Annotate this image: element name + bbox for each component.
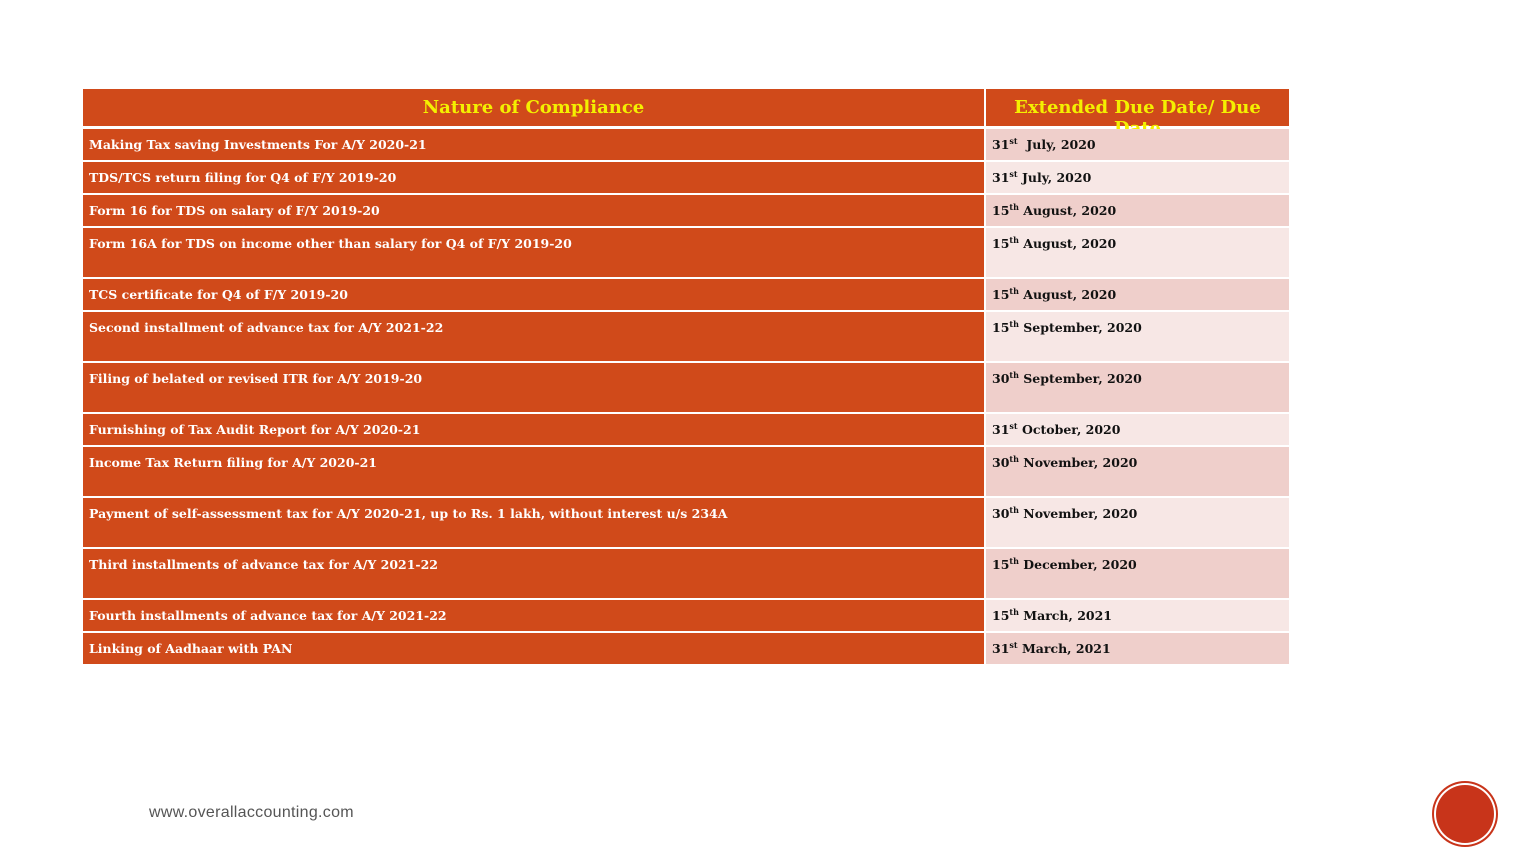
due-date-cell: 15th August, 2020 — [986, 195, 1289, 226]
compliance-cell: Filing of belated or revised ITR for A/Y 2019-20 — [83, 363, 986, 412]
due-date-cell: 31st July, 2020 — [986, 162, 1289, 193]
due-date-cell: 15th August, 2020 — [986, 228, 1289, 277]
header-due-date: Extended Due Date/ Due — [986, 89, 1289, 126]
table-row — [83, 279, 1289, 312]
compliance-cell: Linking of Aadhaar with PAN — [83, 633, 986, 664]
table-row — [83, 498, 1289, 549]
compliance-cell: Payment of self-assessment tax for A/Y 2020-21, up to Rs. 1 lakh, without interest u/s 234A — [83, 498, 986, 547]
compliance-table — [83, 89, 1289, 666]
due-date-cell: 30th November, 2020 — [986, 447, 1289, 496]
table-row — [83, 129, 1289, 162]
due-date-cell: 31st March, 2021 — [986, 633, 1289, 664]
table-row — [83, 549, 1289, 600]
table-row — [83, 162, 1289, 195]
slide-badge-icon — [1436, 785, 1494, 843]
due-date-cell: 15th August, 2020 — [986, 279, 1289, 310]
compliance-cell: Making Tax saving Investments For A/Y 2020-21 — [83, 129, 986, 160]
table-row — [83, 447, 1289, 498]
compliance-cell: Furnishing of Tax Audit Report for A/Y 2020-21 — [83, 414, 986, 445]
compliance-cell: Form 16 for TDS on salary of F/Y 2019-20 — [83, 195, 986, 226]
compliance-cell: Form 16A for TDS on income other than salary for Q4 of F/Y 2019-20 — [83, 228, 986, 277]
table-row — [83, 600, 1289, 633]
due-date-cell: 30th September, 2020 — [986, 363, 1289, 412]
compliance-cell: Second installment of advance tax for A/Y 2021-22 — [83, 312, 986, 361]
due-date-cell: 15th March, 2021 — [986, 600, 1289, 631]
due-date-cell: 31st July, 2020 — [986, 129, 1289, 160]
compliance-cell: TDS/TCS return filing for Q4 of F/Y 2019-20 — [83, 162, 986, 193]
due-date-cell: 30th November, 2020 — [986, 498, 1289, 547]
due-date-cell: 31st October, 2020 — [986, 414, 1289, 445]
due-date-cell: 15th December, 2020 — [986, 549, 1289, 598]
table-row — [83, 363, 1289, 414]
compliance-cell: Fourth installments of advance tax for A/Y 2021-22 — [83, 600, 986, 631]
header-nature-of-compliance: Nature of Compliance — [83, 89, 986, 126]
table-row — [83, 414, 1289, 447]
due-date-cell: 15th September, 2020 — [986, 312, 1289, 361]
table-row — [83, 195, 1289, 228]
website-link[interactable]: www.overallaccounting.com — [149, 804, 354, 821]
table-row — [83, 228, 1289, 279]
compliance-cell: TCS certificate for Q4 of F/Y 2019-20 — [83, 279, 986, 310]
compliance-cell: Income Tax Return filing for A/Y 2020-21 — [83, 447, 986, 496]
table-header-row — [83, 89, 1289, 129]
table-row — [83, 312, 1289, 363]
table-row — [83, 633, 1289, 666]
compliance-cell: Third installments of advance tax for A/Y 2021-22 — [83, 549, 986, 598]
